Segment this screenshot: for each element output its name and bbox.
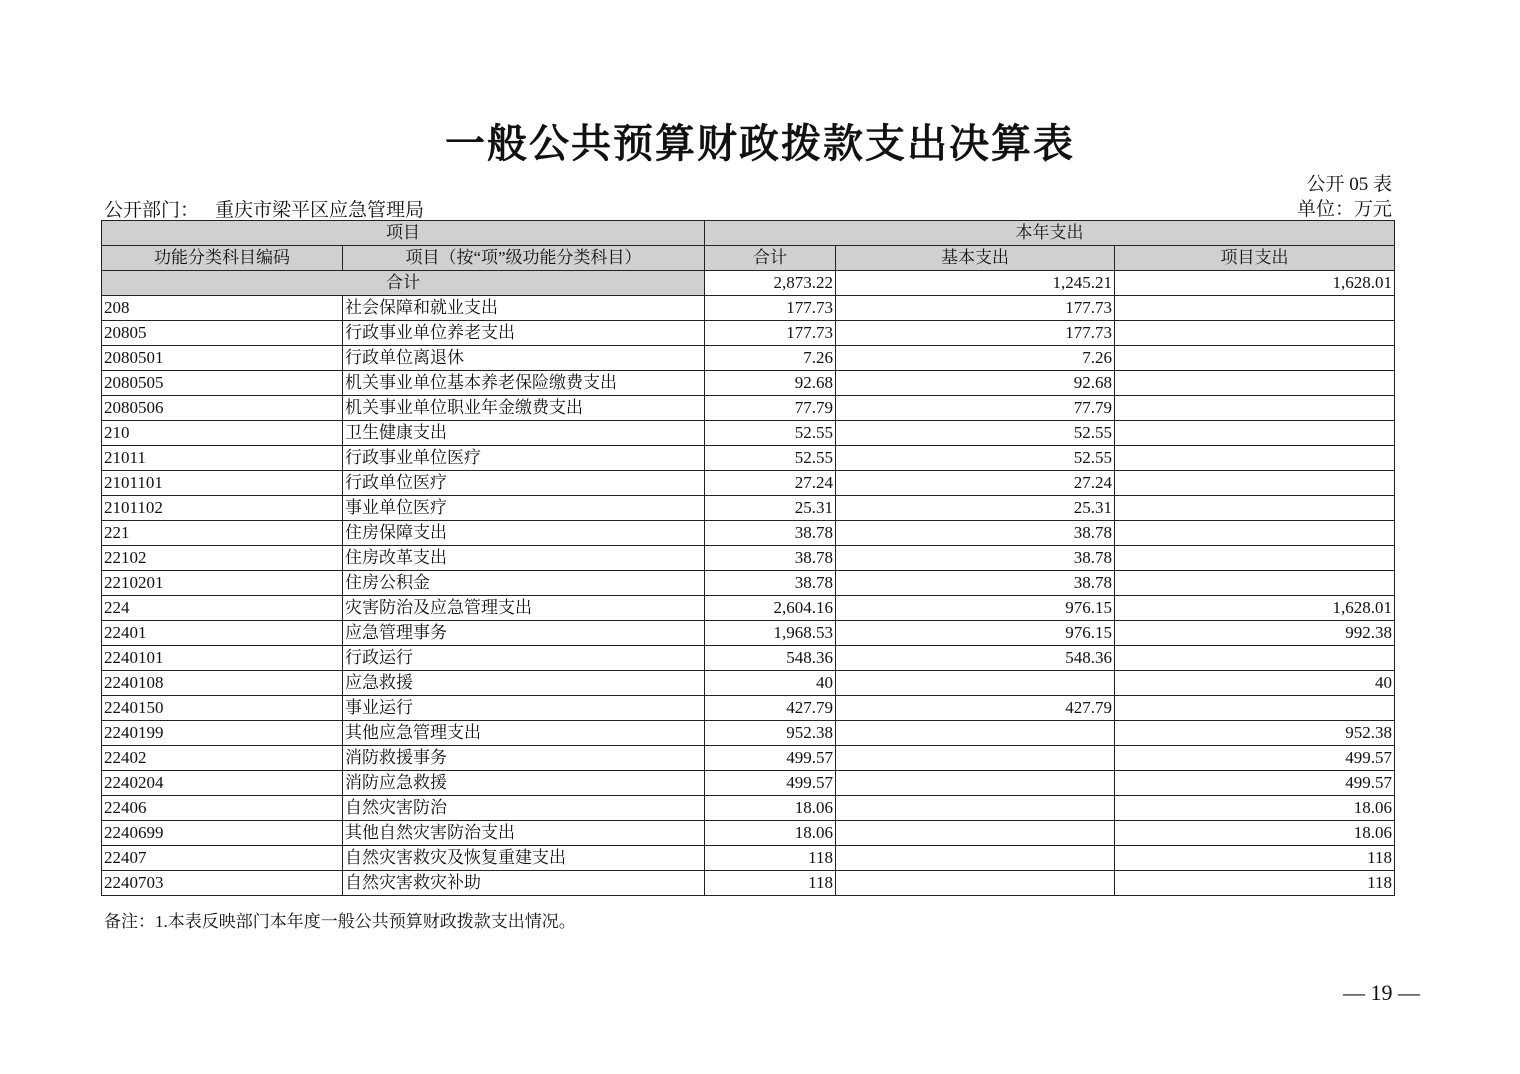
row-basic: 976.15 xyxy=(836,621,1115,646)
department-line xyxy=(104,195,424,222)
unit-label: 单位：万元 xyxy=(1296,199,1392,220)
row-total: 52.55 xyxy=(705,421,836,446)
row-basic: 27.24 xyxy=(836,471,1115,496)
row-project xyxy=(1115,346,1395,371)
total-project: 1,628.01 xyxy=(1115,271,1395,296)
form-number: 公开 05 表 xyxy=(1306,174,1392,195)
row-project xyxy=(1115,371,1395,396)
row-code: 2101102 xyxy=(102,496,343,521)
row-basic: 92.68 xyxy=(836,371,1115,396)
row-basic xyxy=(836,771,1115,796)
row-project xyxy=(1115,521,1395,546)
row-basic: 25.31 xyxy=(836,496,1115,521)
row-code: 2240703 xyxy=(102,871,343,896)
row-total: 177.73 xyxy=(705,296,836,321)
table-row xyxy=(102,346,1395,371)
row-basic xyxy=(836,846,1115,871)
row-project: 1,628.01 xyxy=(1115,596,1395,621)
table-row xyxy=(102,771,1395,796)
header-code: 功能分类科目编码 xyxy=(102,246,343,271)
row-basic: 52.55 xyxy=(836,421,1115,446)
row-name: 消防救援事务 xyxy=(343,746,705,771)
footnote: 备注：1.本表反映部门本年度一般公共预算财政拨款支出情况。 xyxy=(104,912,576,931)
row-project: 992.38 xyxy=(1115,621,1395,646)
row-code: 20805 xyxy=(102,321,343,346)
row-project xyxy=(1115,696,1395,721)
table-row xyxy=(102,796,1395,821)
table-row xyxy=(102,296,1395,321)
row-code: 22102 xyxy=(102,546,343,571)
table-row xyxy=(102,846,1395,871)
row-code: 2101101 xyxy=(102,471,343,496)
row-basic: 52.55 xyxy=(836,446,1115,471)
table-row xyxy=(102,521,1395,546)
row-name: 消防应急救援 xyxy=(343,771,705,796)
table-row xyxy=(102,496,1395,521)
row-total: 118 xyxy=(705,871,836,896)
table-row xyxy=(102,371,1395,396)
row-project xyxy=(1115,646,1395,671)
row-basic: 427.79 xyxy=(836,696,1115,721)
total-label: 合计 xyxy=(102,271,705,296)
table-row xyxy=(102,746,1395,771)
row-project xyxy=(1115,421,1395,446)
row-name: 住房改革支出 xyxy=(343,546,705,571)
row-project: 118 xyxy=(1115,846,1395,871)
row-total: 499.57 xyxy=(705,771,836,796)
row-project: 499.57 xyxy=(1115,771,1395,796)
row-project xyxy=(1115,396,1395,421)
row-total: 18.06 xyxy=(705,796,836,821)
row-basic xyxy=(836,671,1115,696)
total-row xyxy=(102,271,1395,296)
row-total: 77.79 xyxy=(705,396,836,421)
row-name: 灾害防治及应急管理支出 xyxy=(343,596,705,621)
table-row xyxy=(102,671,1395,696)
department-label: 公开部门： xyxy=(104,200,200,221)
row-project xyxy=(1115,321,1395,346)
table-row xyxy=(102,471,1395,496)
row-total: 38.78 xyxy=(705,546,836,571)
row-code: 22402 xyxy=(102,746,343,771)
table-row xyxy=(102,571,1395,596)
total-sum: 2,873.22 xyxy=(705,271,836,296)
row-total: 177.73 xyxy=(705,321,836,346)
row-name: 行政单位医疗 xyxy=(343,471,705,496)
row-basic: 548.36 xyxy=(836,646,1115,671)
row-project: 40 xyxy=(1115,671,1395,696)
row-name: 卫生健康支出 xyxy=(343,421,705,446)
header-expenditure-group: 本年支出 xyxy=(705,221,1395,246)
row-basic: 38.78 xyxy=(836,546,1115,571)
table-row xyxy=(102,446,1395,471)
row-total: 427.79 xyxy=(705,696,836,721)
row-basic: 38.78 xyxy=(836,571,1115,596)
row-basic xyxy=(836,746,1115,771)
row-code: 224 xyxy=(102,596,343,621)
row-code: 2240101 xyxy=(102,646,343,671)
table-row xyxy=(102,821,1395,846)
row-code: 21011 xyxy=(102,446,343,471)
header-total: 合计 xyxy=(705,246,836,271)
row-basic: 177.73 xyxy=(836,296,1115,321)
row-basic xyxy=(836,721,1115,746)
row-code: 2210201 xyxy=(102,571,343,596)
row-name: 事业单位医疗 xyxy=(343,496,705,521)
header-basic: 基本支出 xyxy=(836,246,1115,271)
row-project xyxy=(1115,296,1395,321)
row-basic: 177.73 xyxy=(836,321,1115,346)
row-code: 2080505 xyxy=(102,371,343,396)
row-basic: 77.79 xyxy=(836,396,1115,421)
table-row xyxy=(102,321,1395,346)
row-code: 208 xyxy=(102,296,343,321)
row-name: 自然灾害救灾补助 xyxy=(343,871,705,896)
row-total: 118 xyxy=(705,846,836,871)
row-code: 2240699 xyxy=(102,821,343,846)
row-name: 其他自然灾害防治支出 xyxy=(343,821,705,846)
row-total: 7.26 xyxy=(705,346,836,371)
row-name: 自然灾害防治 xyxy=(343,796,705,821)
row-total: 548.36 xyxy=(705,646,836,671)
row-total: 499.57 xyxy=(705,746,836,771)
row-project xyxy=(1115,496,1395,521)
row-basic: 38.78 xyxy=(836,521,1115,546)
row-basic xyxy=(836,796,1115,821)
row-project: 499.57 xyxy=(1115,746,1395,771)
row-total: 40 xyxy=(705,671,836,696)
row-name: 住房保障支出 xyxy=(343,521,705,546)
table-row xyxy=(102,421,1395,446)
row-total: 952.38 xyxy=(705,721,836,746)
row-code: 2240108 xyxy=(102,671,343,696)
row-total: 2,604.16 xyxy=(705,596,836,621)
row-name: 机关事业单位职业年金缴费支出 xyxy=(343,396,705,421)
row-name: 自然灾害救灾及恢复重建支出 xyxy=(343,846,705,871)
row-project: 118 xyxy=(1115,871,1395,896)
row-code: 2240199 xyxy=(102,721,343,746)
row-name: 应急救援 xyxy=(343,671,705,696)
total-basic: 1,245.21 xyxy=(836,271,1115,296)
row-project xyxy=(1115,546,1395,571)
row-name: 行政事业单位养老支出 xyxy=(343,321,705,346)
row-code: 210 xyxy=(102,421,343,446)
table-row xyxy=(102,396,1395,421)
page-title: 一般公共预算财政拨款支出决算表 xyxy=(445,121,1075,166)
row-name: 社会保障和就业支出 xyxy=(343,296,705,321)
table-row xyxy=(102,871,1395,896)
row-name: 应急管理事务 xyxy=(343,621,705,646)
header-project-group: 项目 xyxy=(102,221,705,246)
table-row xyxy=(102,646,1395,671)
row-code: 22406 xyxy=(102,796,343,821)
row-code: 221 xyxy=(102,521,343,546)
row-total: 25.31 xyxy=(705,496,836,521)
table-row xyxy=(102,621,1395,646)
row-total: 92.68 xyxy=(705,371,836,396)
department-value: 重庆市梁平区应急管理局 xyxy=(215,200,425,221)
row-total: 18.06 xyxy=(705,821,836,846)
row-name: 机关事业单位基本养老保险缴费支出 xyxy=(343,371,705,396)
row-basic: 976.15 xyxy=(836,596,1115,621)
row-project xyxy=(1115,446,1395,471)
row-name: 行政运行 xyxy=(343,646,705,671)
row-basic xyxy=(836,821,1115,846)
header-column-row xyxy=(102,246,1395,271)
row-project xyxy=(1115,471,1395,496)
row-code: 2240204 xyxy=(102,771,343,796)
row-total: 38.78 xyxy=(705,521,836,546)
row-name: 行政事业单位医疗 xyxy=(343,446,705,471)
table-row xyxy=(102,546,1395,571)
expenditure-table xyxy=(101,220,1395,896)
row-total: 52.55 xyxy=(705,446,836,471)
table-row xyxy=(102,696,1395,721)
row-code: 2240150 xyxy=(102,696,343,721)
header-group-row xyxy=(102,221,1395,246)
row-code: 2080501 xyxy=(102,346,343,371)
row-name: 事业运行 xyxy=(343,696,705,721)
row-basic xyxy=(836,871,1115,896)
table-row xyxy=(102,721,1395,746)
row-total: 27.24 xyxy=(705,471,836,496)
row-name: 行政单位离退休 xyxy=(343,346,705,371)
row-project: 952.38 xyxy=(1115,721,1395,746)
row-project: 18.06 xyxy=(1115,821,1395,846)
row-name: 住房公积金 xyxy=(343,571,705,596)
row-total: 1,968.53 xyxy=(705,621,836,646)
row-name: 其他应急管理支出 xyxy=(343,721,705,746)
header-project: 项目支出 xyxy=(1115,246,1395,271)
row-total: 38.78 xyxy=(705,571,836,596)
table-row xyxy=(102,596,1395,621)
row-project: 18.06 xyxy=(1115,796,1395,821)
row-project xyxy=(1115,571,1395,596)
row-basic: 7.26 xyxy=(836,346,1115,371)
row-code: 22407 xyxy=(102,846,343,871)
row-code: 2080506 xyxy=(102,396,343,421)
page-number: — 19 — xyxy=(1343,980,1420,1005)
header-name: 项目（按“项”级功能分类科目） xyxy=(343,246,705,271)
row-code: 22401 xyxy=(102,621,343,646)
